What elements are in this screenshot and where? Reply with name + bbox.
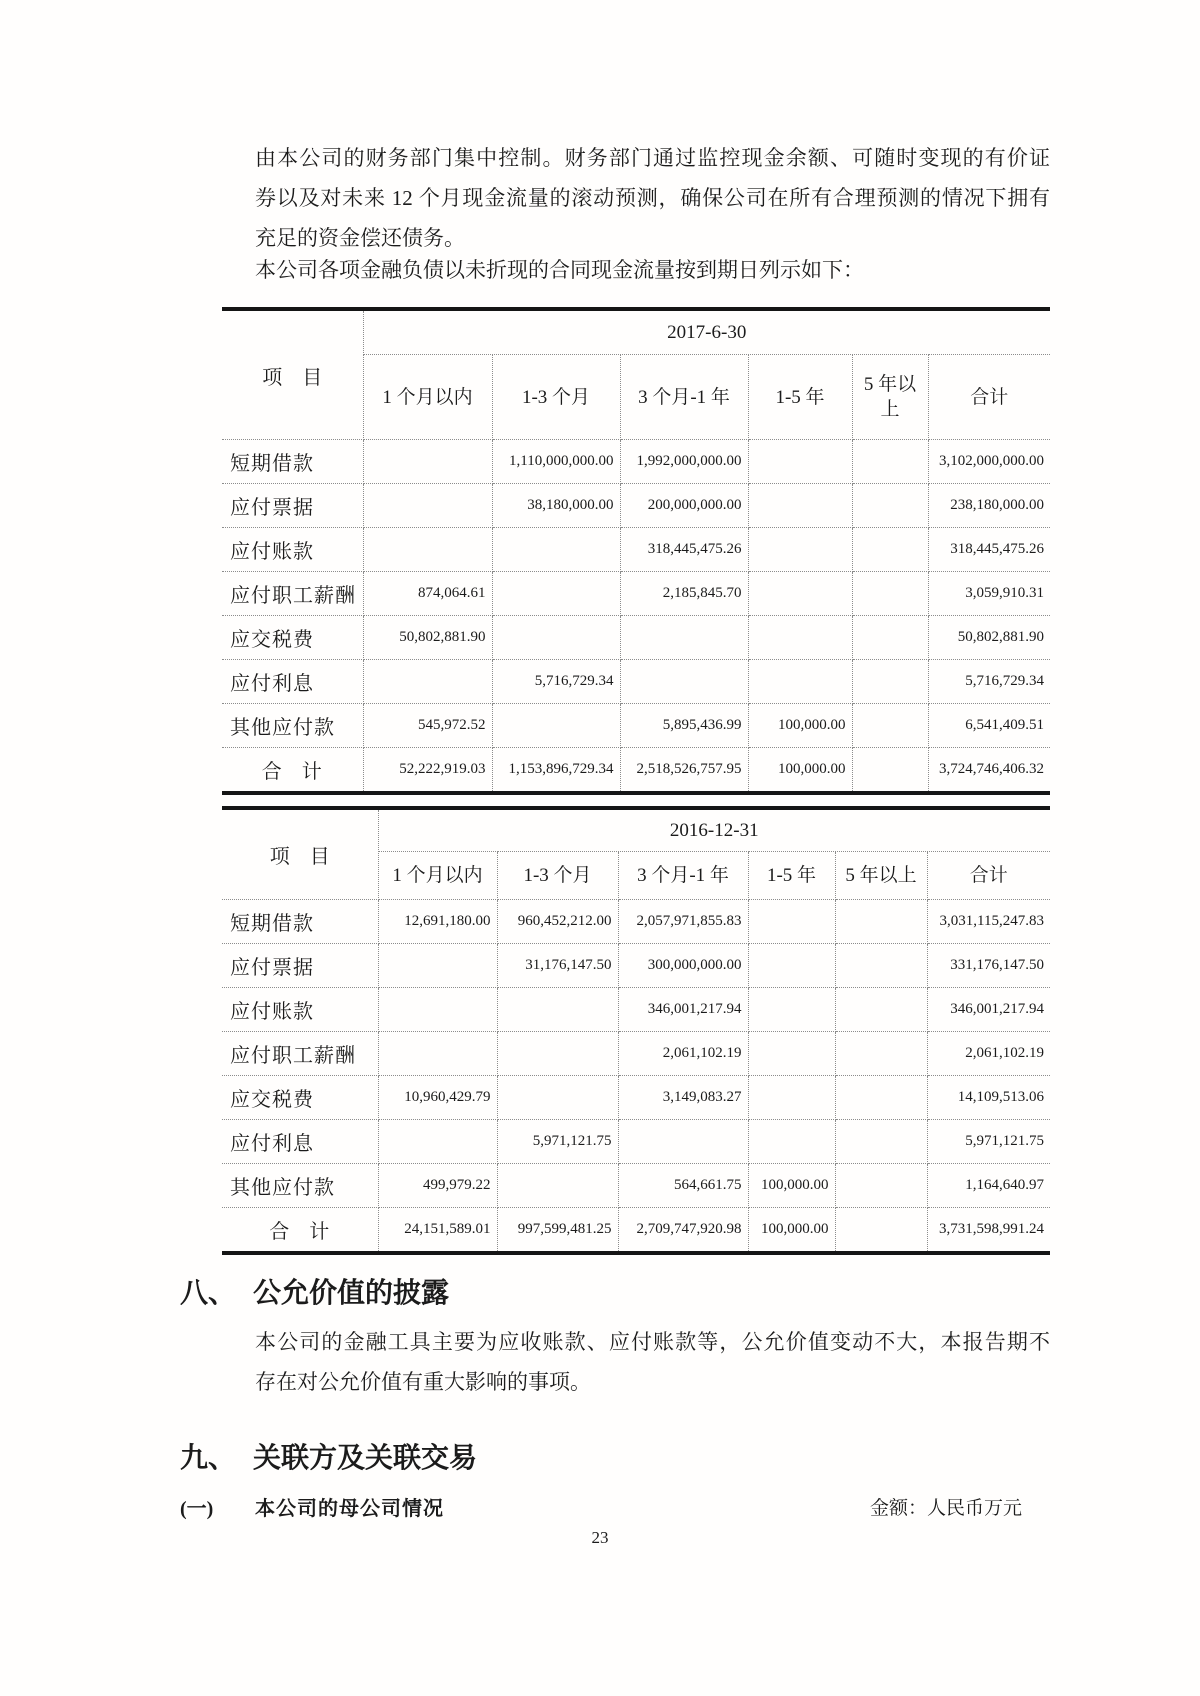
table-row xyxy=(222,660,1050,704)
table-total-row xyxy=(222,1208,1050,1254)
amount-cell: 564,661.75 xyxy=(618,1164,748,1208)
amount-cell: 2,057,971,855.83 xyxy=(618,900,748,944)
column-header-cell: 3 个月-1 年 xyxy=(620,355,748,440)
amount-cell: 5,895,436.99 xyxy=(620,704,748,748)
amount-cell: 10,960,429.79 xyxy=(378,1076,497,1120)
column-header-cell: 1-3 个月 xyxy=(492,355,620,440)
amount-cell xyxy=(835,1120,927,1164)
amount-cell xyxy=(852,616,928,660)
amount-cell xyxy=(492,572,620,616)
amount-cell: 3,149,083.27 xyxy=(618,1076,748,1120)
table-row xyxy=(222,572,1050,616)
table-row xyxy=(222,528,1050,572)
amount-cell xyxy=(852,704,928,748)
section-8-heading xyxy=(180,1277,449,1311)
total-amount-cell: 2,709,747,920.98 xyxy=(618,1208,748,1254)
paragraph-line: 本公司的金融工具主要为应收账款、应付账款等，公允价值变动不大，本报告期不 xyxy=(255,1330,1050,1354)
amount-cell xyxy=(748,528,852,572)
item-label-cell: 其他应付款 xyxy=(222,1164,378,1208)
item-label-cell: 应付利息 xyxy=(222,1120,378,1164)
table-row xyxy=(222,900,1050,944)
amount-cell xyxy=(363,660,492,704)
item-column-header-cell: 项 目 xyxy=(222,808,378,900)
amount-cell: 874,064.61 xyxy=(363,572,492,616)
amount-cell: 38,180,000.00 xyxy=(492,484,620,528)
amount-cell xyxy=(835,944,927,988)
subsection-1-title: 本公司的母公司情况 xyxy=(255,1498,444,1520)
amount-cell xyxy=(748,1076,835,1120)
amount-cell xyxy=(852,440,928,484)
total-amount-cell: 3,731,598,991.24 xyxy=(927,1208,1050,1254)
amount-cell: 100,000.00 xyxy=(748,1164,835,1208)
amount-cell: 346,001,217.94 xyxy=(927,988,1050,1032)
column-header-cell: 5 年以上 xyxy=(852,355,928,440)
amount-cell xyxy=(835,1076,927,1120)
amount-cell: 1,110,000,000.00 xyxy=(492,440,620,484)
table-row xyxy=(222,1164,1050,1208)
table-row xyxy=(222,704,1050,748)
column-header-cell: 1 个月以内 xyxy=(378,852,497,900)
item-label-cell: 其他应付款 xyxy=(222,704,363,748)
amount-cell xyxy=(378,1120,497,1164)
amount-cell: 200,000,000.00 xyxy=(620,484,748,528)
total-amount-cell: 100,000.00 xyxy=(748,748,852,794)
column-header-cell: 1-3 个月 xyxy=(497,852,618,900)
total-amount-cell: 997,599,481.25 xyxy=(497,1208,618,1254)
total-amount-cell xyxy=(852,748,928,794)
period-header-cell: 2016-12-31 xyxy=(378,808,1050,852)
paragraph-line: 券以及对未来 12 个月现金流量的滚动预测，确保公司在所有合理预测的情况下拥有 xyxy=(255,186,1050,210)
amount-cell: 331,176,147.50 xyxy=(927,944,1050,988)
subsection-1-number: (一) xyxy=(180,1498,214,1520)
amount-cell xyxy=(852,660,928,704)
amount-cell: 2,061,102.19 xyxy=(927,1032,1050,1076)
period-header-cell: 2017-6-30 xyxy=(363,309,1050,355)
total-amount-cell: 2,518,526,757.95 xyxy=(620,748,748,794)
amount-cell: 12,691,180.00 xyxy=(378,900,497,944)
amount-cell: 238,180,000.00 xyxy=(928,484,1050,528)
table-row xyxy=(222,944,1050,988)
amount-cell: 14,109,513.06 xyxy=(927,1076,1050,1120)
amount-cell: 6,541,409.51 xyxy=(928,704,1050,748)
amount-cell: 318,445,475.26 xyxy=(928,528,1050,572)
total-amount-cell: 1,153,896,729.34 xyxy=(492,748,620,794)
item-label-cell: 应付账款 xyxy=(222,988,378,1032)
liabilities-table-2016-12-31 xyxy=(222,806,1050,1255)
amount-cell: 50,802,881.90 xyxy=(928,616,1050,660)
table-row xyxy=(222,440,1050,484)
amount-cell xyxy=(363,440,492,484)
amount-cell xyxy=(748,900,835,944)
column-header-cell: 1-5 年 xyxy=(748,852,835,900)
table-row xyxy=(222,1032,1050,1076)
amount-cell xyxy=(497,1032,618,1076)
amount-cell: 5,716,729.34 xyxy=(928,660,1050,704)
item-label-cell: 应付票据 xyxy=(222,484,363,528)
amount-cell xyxy=(852,528,928,572)
amount-cell xyxy=(748,988,835,1032)
amount-cell xyxy=(748,484,852,528)
amount-cell: 3,031,115,247.83 xyxy=(927,900,1050,944)
paragraph-line: 充足的资金偿还债务。 xyxy=(255,226,465,250)
amount-cell: 5,971,121.75 xyxy=(497,1120,618,1164)
section-8-number: 八、 xyxy=(180,1278,237,1309)
amount-cell: 1,164,640.97 xyxy=(927,1164,1050,1208)
table-header-row xyxy=(222,309,1050,355)
amount-cell: 960,452,212.00 xyxy=(497,900,618,944)
total-amount-cell: 100,000.00 xyxy=(748,1208,835,1254)
amount-cell xyxy=(492,616,620,660)
amount-cell xyxy=(378,988,497,1032)
amount-cell xyxy=(748,944,835,988)
table-row xyxy=(222,1076,1050,1120)
column-header-cell: 3 个月-1 年 xyxy=(618,852,748,900)
amount-cell: 499,979.22 xyxy=(378,1164,497,1208)
amount-cell xyxy=(835,988,927,1032)
amount-cell xyxy=(620,660,748,704)
item-label-cell: 应付利息 xyxy=(222,660,363,704)
item-label-cell: 应付职工薪酬 xyxy=(222,572,363,616)
amount-cell: 2,185,845.70 xyxy=(620,572,748,616)
amount-cell xyxy=(492,704,620,748)
amount-cell xyxy=(748,660,852,704)
amount-cell xyxy=(835,900,927,944)
currency-unit-note: 金额：人民币万元 xyxy=(869,1498,1022,1519)
table-intro-line: 本公司各项金融负债以未折现的合同现金流量按到期日列示如下： xyxy=(255,258,864,282)
section-9-number: 九、 xyxy=(180,1443,237,1474)
total-amount-cell: 24,151,589.01 xyxy=(378,1208,497,1254)
amount-cell xyxy=(835,1032,927,1076)
table-total-row xyxy=(222,748,1050,794)
table-row xyxy=(222,988,1050,1032)
section-8-body xyxy=(255,1322,1050,1402)
amount-cell xyxy=(620,616,748,660)
table-row xyxy=(222,484,1050,528)
amount-cell: 3,102,000,000.00 xyxy=(928,440,1050,484)
total-label-cell: 合 计 xyxy=(222,1208,378,1254)
amount-cell xyxy=(748,440,852,484)
amount-cell: 545,972.52 xyxy=(363,704,492,748)
liabilities-table-2017-06-30 xyxy=(222,307,1050,795)
amount-cell xyxy=(835,1164,927,1208)
amount-cell: 5,716,729.34 xyxy=(492,660,620,704)
item-label-cell: 短期借款 xyxy=(222,440,363,484)
column-header-cell: 1 个月以内 xyxy=(363,355,492,440)
total-amount-cell xyxy=(835,1208,927,1254)
total-label-cell: 合 计 xyxy=(222,748,363,794)
total-amount-cell: 52,222,919.03 xyxy=(363,748,492,794)
page-number: 23 xyxy=(591,1528,609,1547)
amount-cell xyxy=(492,528,620,572)
amount-cell xyxy=(852,484,928,528)
amount-cell xyxy=(852,572,928,616)
amount-cell xyxy=(497,988,618,1032)
amount-cell: 100,000.00 xyxy=(748,704,852,748)
amount-cell: 5,971,121.75 xyxy=(927,1120,1050,1164)
item-column-header-cell: 项 目 xyxy=(222,309,363,440)
amount-cell xyxy=(497,1164,618,1208)
amount-cell xyxy=(363,484,492,528)
column-header-cell: 合计 xyxy=(927,852,1050,900)
amount-cell xyxy=(748,1120,835,1164)
amount-cell: 318,445,475.26 xyxy=(620,528,748,572)
total-amount-cell: 3,724,746,406.32 xyxy=(928,748,1050,794)
amount-cell: 2,061,102.19 xyxy=(618,1032,748,1076)
intro-paragraph xyxy=(255,138,1050,258)
amount-cell xyxy=(378,1032,497,1076)
paragraph-line: 由本公司的财务部门集中控制。财务部门通过监控现金余额、可随时变现的有价证 xyxy=(255,146,1050,170)
amount-cell xyxy=(363,528,492,572)
item-label-cell: 应付票据 xyxy=(222,944,378,988)
item-label-cell: 应交税费 xyxy=(222,616,363,660)
amount-cell: 31,176,147.50 xyxy=(497,944,618,988)
item-label-cell: 应交税费 xyxy=(222,1076,378,1120)
section-8-title: 公允价值的披露 xyxy=(253,1278,450,1309)
amount-cell xyxy=(748,572,852,616)
paragraph-line: 存在对公允价值有重大影响的事项。 xyxy=(255,1370,591,1394)
amount-cell xyxy=(378,944,497,988)
item-label-cell: 短期借款 xyxy=(222,900,378,944)
amount-cell: 3,059,910.31 xyxy=(928,572,1050,616)
amount-cell: 346,001,217.94 xyxy=(618,988,748,1032)
amount-cell xyxy=(748,616,852,660)
item-label-cell: 应付账款 xyxy=(222,528,363,572)
item-label-cell: 应付职工薪酬 xyxy=(222,1032,378,1076)
amount-cell xyxy=(497,1076,618,1120)
amount-cell xyxy=(618,1120,748,1164)
table-row xyxy=(222,1120,1050,1164)
column-header-cell: 合计 xyxy=(928,355,1050,440)
column-header-cell: 5 年以上 xyxy=(835,852,927,900)
section-9-heading xyxy=(180,1442,477,1476)
amount-cell: 1,992,000,000.00 xyxy=(620,440,748,484)
table-header-row xyxy=(222,808,1050,852)
column-header-cell: 1-5 年 xyxy=(748,355,852,440)
amount-cell: 300,000,000.00 xyxy=(618,944,748,988)
section-9-title: 关联方及关联交易 xyxy=(253,1443,478,1474)
amount-cell: 50,802,881.90 xyxy=(363,616,492,660)
table-row xyxy=(222,616,1050,660)
amount-cell xyxy=(748,1032,835,1076)
